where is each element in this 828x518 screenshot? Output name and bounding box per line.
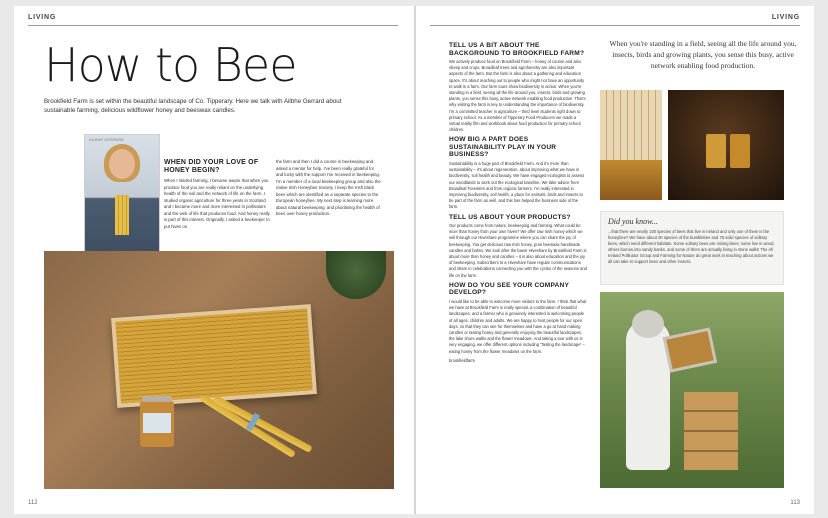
did-you-know-title: Did you know... (608, 217, 658, 226)
beekeeper-photo (600, 292, 784, 488)
portrait-caption: AILBHE GERRARD (89, 138, 125, 142)
q5-heading: HOW DO YOU SEE YOUR COMPANY DEVELOP? (449, 281, 569, 297)
article-headline: How to Bee (44, 38, 297, 92)
section-tag: LIVING (28, 14, 57, 21)
honeycomb-frames-photo (600, 90, 662, 200)
right-page (416, 6, 814, 514)
did-you-know-body: ...that there are nearly 100 species of bees that live in Ireland and only one of them is the honeybee? We have about 20 species of the bumblebee and 78 solid species of solitary bees, which need different habitats. Some solitary bees are mining bees; some live in wood, others burrow into sandy banks, and some of them are actually living in stone walls! The All Ireland Pollinator Group and Farming for Nature do great work in teaching about actions we all can take to support bees and other insects. (608, 229, 775, 264)
q2-body: We actively produce food on Brookfield Farm – honey of course and also sheep and crops. Broadleaf trees and agroforestry are also important aspects of the farm. But the farm is also about a gathering and education space. It's about reaching out to people who might not have an opportunity to walk in a farm. Our farm tours show biodiversity in action. When you're standing in a field, seeing all the life around you, insects, birds and growing plants, you sense this busy, active network enabling food production. That's why visiting the farm is key to understanding the importance of biodiversity. I'm a committed teacher in agriculture – third level students right down to primary school. As a member of Tipperary Food Producers we made a virtual reality film and workbook about food production for primary school children. (449, 59, 586, 133)
q2-heading: TELL US A BIT ABOUT THE BACKGROUND TO BROOKFIELD FARM? (449, 42, 585, 57)
photo-credit: brookfieldfarm (449, 357, 475, 363)
q3-body: Sustainability is a huge part of Brookfield Farm. And it's more than sustainability – it's about regeneration, about improving what we have in biodiversity, soil health and beauty. We have engaged ecologists to assess our woodlands to work out the ecological baseline. We take advice from Broadleaf Foresters and from organic farmers. I'm really interested in improving biodiversity, soil health, a place for animals, birds and insects to be part of the farm as well, and this has helped the business side of the farm. (449, 160, 585, 210)
q1-body-2: the farm and then I did a course in beekeeping and asked a mentor for help. I've been really grateful for and lucky with the support I've received in beekeeping. I'm a member of a local beekeeping group and also the native Irish Honeybee Society. I keep the Irish black bees which are identified as a separate species to the European honeybee. My next step is learning more about natural beekeeping, and prioritising the health of bees over honey production. (276, 159, 381, 216)
left-page (14, 6, 414, 514)
q5-body: I would like to be able to welcome more visitors to the farm. I think that what we have at Brookfield Farm is really special, a combination of beautiful landscapes, and a farmer who is genuinely interested in welcoming people of all ages, children and adults. We are happy to host people for our open days, so that they can see for themselves and have a go at hand making candles or tasting honey and generally enjoying the beautiful landscapes, the lake shore walks and the flower meadows. And taking a tour with us is very engaging, we offer different options including 'Tasting the landscape' – eating honey from the flower meadows on the farm. (449, 298, 587, 354)
page-number: 112 (28, 500, 38, 506)
honey-jars-photo (668, 90, 784, 200)
q1-column-1 (164, 159, 270, 233)
q4-heading: TELL US ABOUT YOUR PRODUCTS? (449, 213, 571, 221)
header-rule (430, 25, 800, 26)
standfirst: Brookfield Farm is set within the beautiful landscape of Co. Tipperary. Here we talk with Ailbhe Gerrard about sustainable farming, delicious wildflower honey and beeswax candles. (44, 98, 342, 114)
q1-heading: WHEN DID YOUR LOVE OF HONEY BEGIN? (164, 159, 259, 174)
section-tag: LIVING (771, 14, 800, 21)
page-number: 113 (790, 500, 800, 506)
q4-body: Our products come from nature, beekeeping and farming. What could be nicer than honey from your own hives? We offer raw Irish honey which we sell through our Hiveshare programme where you can share the joy of beekeeping. You get delicious raw Irish honey, pure beeswax handmade candles and balms. We look after the bees! Hiveshare by Brookfield Farm is about more than honey and candles – it is also about education and the joy of beekeeping. Subscribers to a Hiveshare have regular communications and share in celebrations connecting you with the cycles of the seasons and life on the farm. (449, 223, 587, 278)
hero-photo-honeycomb (44, 251, 394, 489)
q1-column-2 (276, 159, 382, 221)
did-you-know-box (600, 211, 784, 285)
interview-column (449, 40, 587, 367)
q3-heading: HOW BIG A PART DOES SUSTAINABILITY PLAY IN YOUR BUSINESS? (449, 136, 557, 159)
q1-body-1: When I started farming, I became aware that when you produce food you are really reliant on the underlying health of the soil and the network of life on the farm. I studied organic agriculture for three years in Scotland and I became more and more interested in pollinators and the web of life that produces food. And honey really is part of this interest. Originally, I asked a beekeeper to put hives on (164, 178, 270, 229)
header-rule (28, 25, 398, 26)
pull-quote: When you're standing in a field, seeing all the life around you, insects, birds and growing plants, you sense this busy, active network enabling food production. (609, 39, 797, 70)
